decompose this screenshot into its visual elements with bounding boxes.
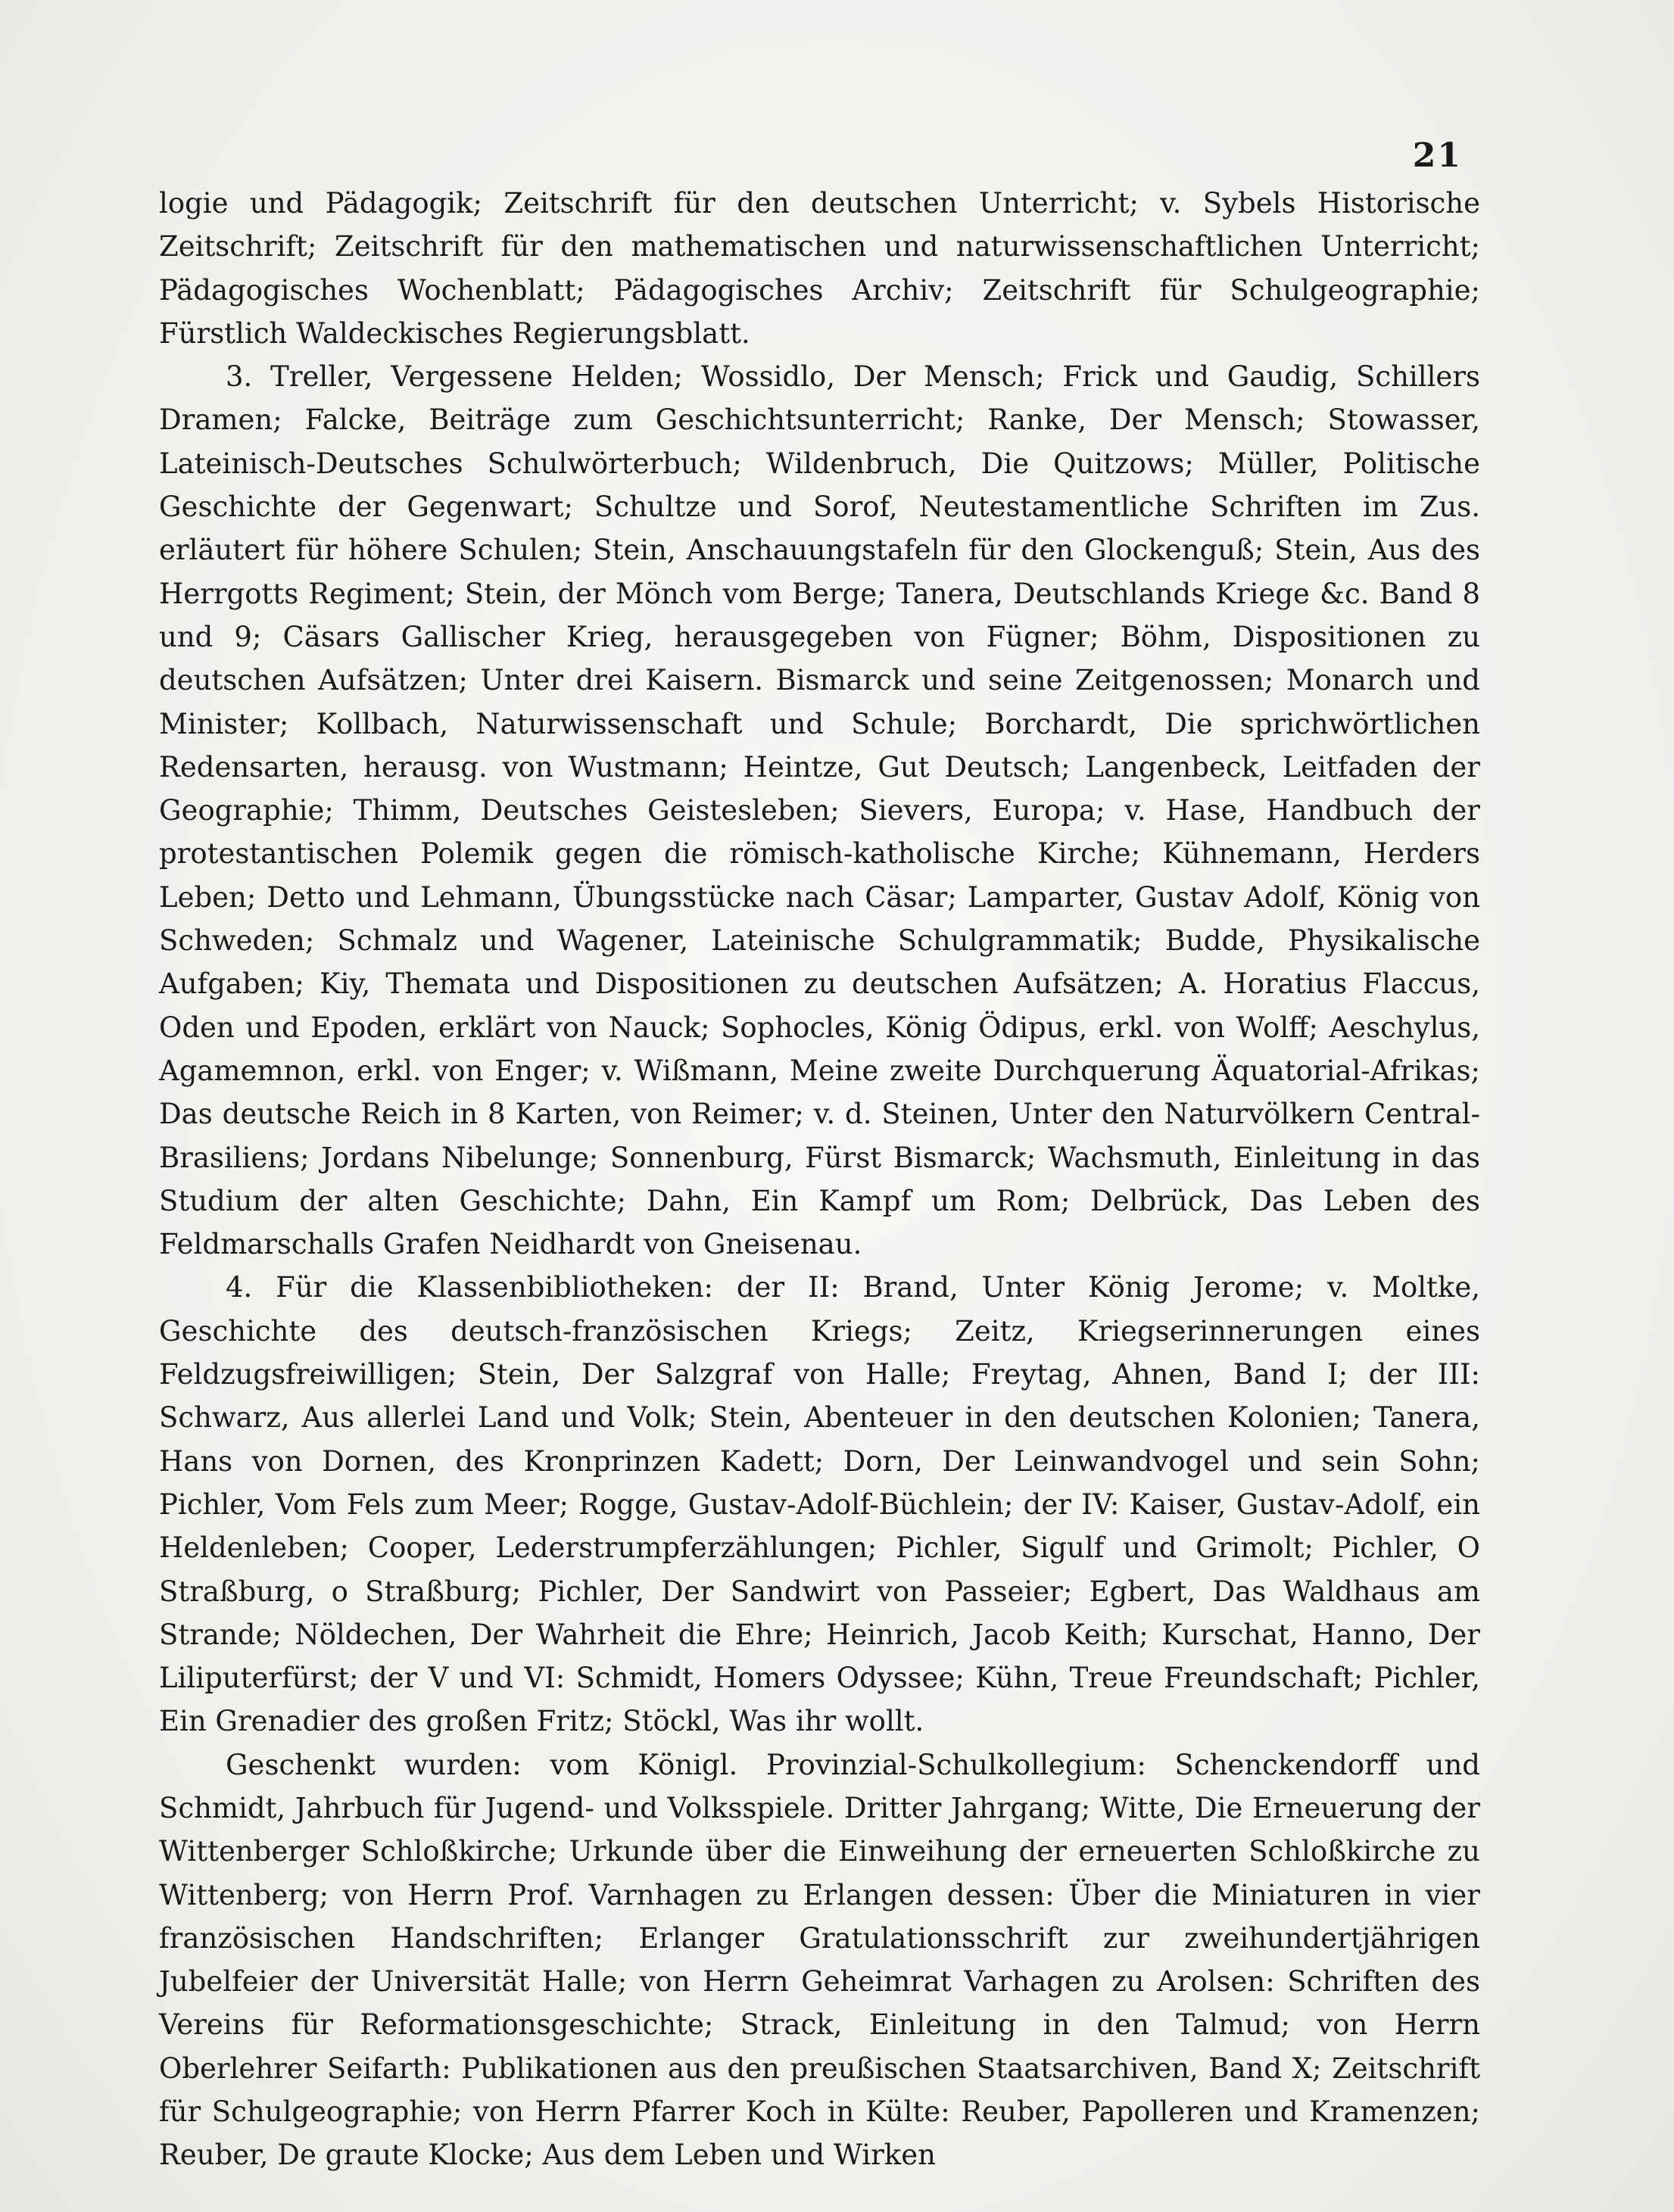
body-text <box>159 182 1480 2177</box>
paragraph-periodicals: logie und Pädagogik; Zeitschrift für den deutschen Unterricht; v. Sybels Historische Zeitschrift; Zeitschrift für den mathematischen und naturwissenschaftlichen Unterricht; Pädagogisches Wochenblatt; Pädagogisches Archiv; Zeitschrift für Schulgeographie; Fürstlich Waldeckisches Regierungsblatt. <box>159 187 1480 350</box>
paragraph-section-3: 3. Treller, Vergessene Helden; Wossidlo, Der Mensch; Frick und Gaudig, Schillers Dramen; Falcke, Beiträge zum Geschichtsunterricht; Ranke, Der Mensch; Stowasser, Lateinisch-Deutsches Schulwörterbuch; Wildenbruch, Die Quitzows; Müller, Politische Geschichte der Gegenwart; Schultze und Sorof, Neutestamentliche Schriften im Zus. erläutert für höhere Schulen; Stein, Anschauungstafeln für den Glockenguß; Stein, Aus des Herrgotts Regiment; Stein, der Mönch vom Berge; Tanera, Deutschlands Kriege &c. Band 8 und 9; Cäsars Gallischer Krieg, herausgegeben von Fügner; Böhm, Dispositionen zu deutschen Aufsätzen; Unter drei Kaisern. Bismarck und seine Zeitgenossen; Monarch und Minister; Kollbach, Naturwissenschaft und Schule; Borchardt, Die sprichwörtlichen Redensarten, herausg. von Wustmann; Heintze, Gut Deutsch; Langenbeck, Leitfaden der Geographie; Thimm, Deutsches Geistesleben; Sievers, Europa; v. Hase, Handbuch der protestantischen Polemik gegen die römisch-katholische Kirche; Kühnemann, Herders Leben; Detto und Lehmann, Übungsstücke nach Cäsar; Lamparter, Gustav Adolf, König von Schweden; Schmalz und Wagener, Lateinische Schulgrammatik; Budde, Physikalische Aufgaben; Kiy, Themata und Dispositionen zu deutschen Aufsätzen; A. Horatius Flaccus, Oden und Epoden, erklärt von Nauck; Sophocles, König Ödipus, erkl. von Wolff; Aeschylus, Agamemnon, erkl. von Enger; v. Wißmann, Meine zweite Durchquerung Äquatorial-Afrikas; Das deutsche Reich in 8 Karten, von Reimer; v. d. Steinen, Unter den Naturvölkern Central-Brasiliens; Jordans Nibelunge; Sonnenburg, Fürst Bismarck; Wachsmuth, Einleitung in das Studium der alten Geschichte; Dahn, Ein Kampf um Rom; Delbrück, Das Leben des Feldmarschalls Grafen Neidhardt von Gneisenau. <box>159 360 1480 1261</box>
paragraph-donations: Geschenkt wurden: vom Königl. Provinzial-Schulkollegium: Schenckendorff und Schmidt, Jahrbuch für Jugend- und Volksspiele. Dritter Jahrgang; Witte, Die Erneuerung der Wittenberger Schloßkirche; Urkunde über die Einweihung der erneuerten Schloßkirche zu Wittenberg; von Herrn Prof. Varnhagen zu Erlangen dessen: Über die Miniaturen in vier französischen Handschriften; Erlanger Gratulationsschrift zur zweihundertjährigen Jubelfeier der Universität Halle; von Herrn Geheimrat Varhagen zu Arolsen: Schriften des Vereins für Reformationsgeschichte; Strack, Einleitung in den Talmud; von Herrn Oberlehrer Seifarth: Publikationen aus den preußischen Staatsarchiven, Band X; Zeitschrift für Schulgeographie; von Herrn Pfarrer Koch in Külte: Reuber, Papolleren und Kramenzen; Reuber, De graute Klocke; Aus dem Leben und Wirken <box>159 1748 1480 2172</box>
page-number: 21 <box>1412 136 1462 175</box>
paragraph-section-4-class-libraries: 4. Für die Klassenbibliotheken: der II: Brand, Unter König Jerome; v. Moltke, Geschichte des deutsch-französischen Kriegs; Zeitz, Kriegserinnerungen eines Feldzugsfreiwilligen; Stein, Der Salzgraf von Halle; Freytag, Ahnen, Band I; der III: Schwarz, Aus allerlei Land und Volk; Stein, Abenteuer in den deutschen Kolonien; Tanera, Hans von Dornen, des Kronprinzen Kadett; Dorn, Der Leinwandvogel und sein Sohn; Pichler, Vom Fels zum Meer; Rogge, Gustav-Adolf-Büchlein; der IV: Kaiser, Gustav-Adolf, ein Heldenleben; Cooper, Lederstrumpferzählungen; Pichler, Sigulf und Grimolt; Pichler, O Straßburg, o Straßburg; Pichler, Der Sandwirt von Passeier; Egbert, Das Waldhaus am Strande; Nöldechen, Der Wahrheit die Ehre; Heinrich, Jacob Keith; Kurschat, Hanno, Der Liliputerfürst; der V und VI: Schmidt, Homers Odyssee; Kühn, Treue Freundschaft; Pichler, Ein Grenadier des großen Fritz; Stöckl, Was ihr wollt. <box>159 1271 1480 1738</box>
